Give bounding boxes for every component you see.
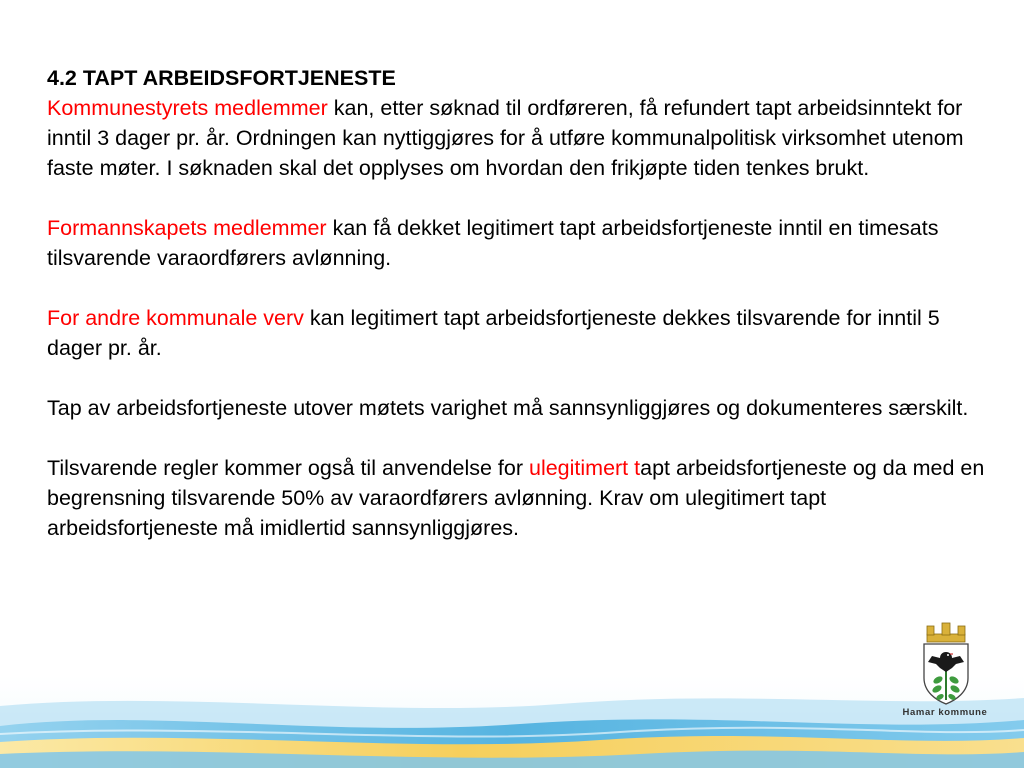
text-ulegitimert-before: Tilsvarende regler kommer også til anvendelse for (47, 456, 529, 480)
paragraph-formannskapet (47, 213, 987, 273)
slide-heading: 4.2 TAPT ARBEIDSFORTJENESTE (47, 66, 396, 90)
text-formannskapet: kan få dekket legitimert tapt arbeidsfortjeneste inntil en timesats tilsvarende varaordførers avlønning. (47, 216, 939, 270)
text-ulegitimert-after: apt arbeidsfortjeneste og da med en begrensning tilsvarende 50% av varaordførers avlønning. Krav om ulegitimert tapt arbeidsfortjeneste må imidlertid sannsynliggjøres. (47, 456, 985, 540)
paragraph-ulegitimert (47, 453, 987, 543)
paragraph-andre-verv (47, 303, 987, 363)
highlight-kommunestyret: Kommunestyrets medlemmer (47, 96, 328, 120)
crown-icon (927, 623, 965, 642)
highlight-formannskapet: Formannskapets medlemmer (47, 216, 327, 240)
highlight-andre-verv: For andre kommunale verv (47, 306, 304, 330)
text-tap-utover: Tap av arbeidsfortjeneste utover møtets varighet må sannsynliggjøres og dokumenteres særskilt. (47, 396, 969, 420)
footer-wave-decoration (0, 668, 1024, 768)
slide-content (47, 63, 987, 573)
logo-caption: Hamar kommune (902, 707, 988, 718)
paragraph-tap-utover (47, 393, 987, 423)
text-kommunestyret: kan, etter søknad til ordføreren, få refundert tapt arbeidsinntekt for inntil 3 dager pr. år. Ordningen kan nyttiggjøres for å utføre kommunalpolitisk virksomhet utenom faste møter. I søknaden skal det opplyses om hvordan den frikjøpte tiden tenkes brukt. (47, 96, 964, 180)
highlight-ulegitimert: ulegitimert t (528, 456, 641, 480)
text-andre-verv: kan legitimert tapt arbeidsfortjeneste dekkes tilsvarende for inntil 5 dager pr. år. (47, 306, 940, 360)
paragraph-kommunestyret (47, 93, 987, 183)
